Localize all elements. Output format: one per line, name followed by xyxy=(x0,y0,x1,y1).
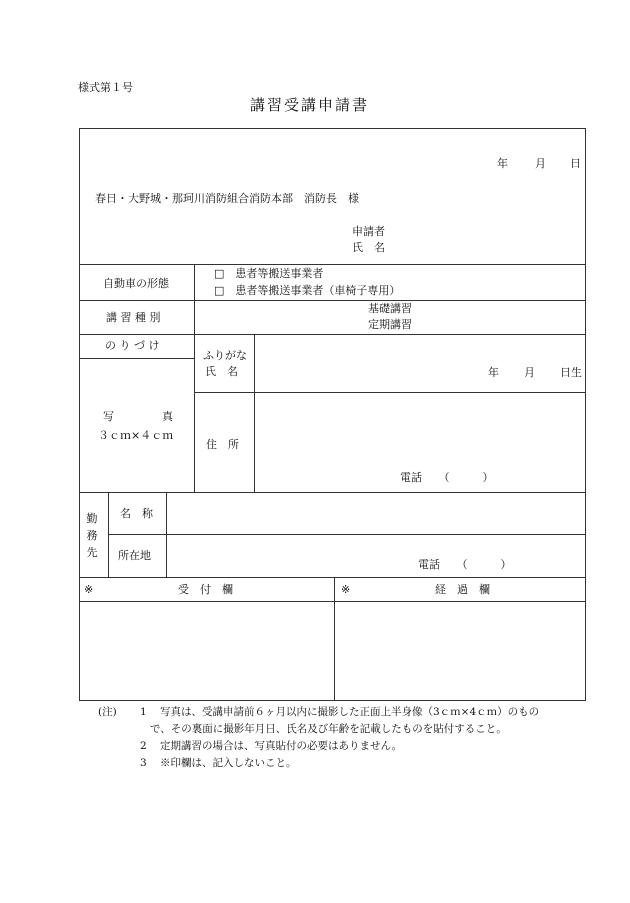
birth-day-label: 日生 xyxy=(560,366,582,379)
divider-office xyxy=(79,577,586,578)
date-year-label: 年 xyxy=(497,157,508,170)
note-text: 定期講習の場合は、写真貼付の必要はありません。 xyxy=(160,740,403,752)
divider-name-address xyxy=(194,392,586,393)
page-title: 講習受講申請書 xyxy=(250,96,370,114)
divider-course xyxy=(79,300,586,301)
photo-label-right: 真 xyxy=(162,410,173,423)
workplace-phone-label: 電話 （ ） xyxy=(418,558,512,571)
reception-column-header: 受 付 欄 xyxy=(178,583,233,596)
progress-column-header: 経 過 欄 xyxy=(435,583,490,596)
divider-work-location xyxy=(108,534,586,535)
photo-label-left: 写 xyxy=(103,410,114,423)
note-text: ※印欄は、記入しないこと。 xyxy=(160,757,297,769)
workplace-name-label: 名 称 xyxy=(120,507,153,520)
applicant-name-label: 氏 名 xyxy=(352,241,385,254)
date-month-label: 月 xyxy=(535,157,546,170)
note-number: 3 xyxy=(140,757,147,769)
course-option-basic[interactable]: 基礎講習 xyxy=(368,302,412,315)
birth-year-label: 年 xyxy=(488,366,499,379)
photo-size-label: ３ｃｍ×４ｃｍ xyxy=(98,429,174,442)
person-name-label: 氏 名 xyxy=(205,365,238,378)
workplace-label: 勤務先 xyxy=(86,512,98,559)
addressee: 春日・大野城・那珂川消防組合消防本部 消防長 様 xyxy=(95,192,359,205)
vehicle-option-wheelchair[interactable]: □ 患者等搬送事業者（車椅子専用） xyxy=(214,284,401,297)
reception-entry-area[interactable] xyxy=(80,602,333,700)
note-text-continued: で、その裏面に撮影年月日、氏名及び年齢を記載したものを貼付すること。 xyxy=(150,723,507,735)
applicant-label: 申請者 xyxy=(352,225,385,238)
progress-entry-area[interactable] xyxy=(335,602,585,700)
vehicle-type-label: 自動車の形態 xyxy=(103,277,169,290)
note-number: 2 xyxy=(140,740,147,752)
divider-personal xyxy=(79,334,586,335)
workplace-location-label: 所在地 xyxy=(118,549,151,562)
address-label: 住 所 xyxy=(206,438,239,451)
furigana-label: ふりがな xyxy=(203,349,247,362)
date-day-label: 日 xyxy=(570,157,581,170)
column-divider-workplace xyxy=(108,492,109,577)
photo-glue-label: の り づ け xyxy=(105,339,160,352)
note-number: 1 xyxy=(140,706,147,718)
divider-workplace xyxy=(79,492,586,493)
column-divider-labels xyxy=(194,264,195,492)
column-divider-person xyxy=(254,334,255,492)
note-text: 写真は、受講申請前６ヶ月以内に撮影した正面上半身像（3ｃｍ×4ｃｍ）のもの xyxy=(160,706,540,718)
reception-mark: ※ xyxy=(84,583,94,596)
address-phone-label: 電話 （ ） xyxy=(400,471,494,484)
vehicle-option-standard[interactable]: □ 患者等搬送事業者 xyxy=(214,267,324,280)
form-number: 様式第１号 xyxy=(78,81,133,94)
notes-label: (注) xyxy=(98,706,117,718)
course-type-label: 講 習 種 別 xyxy=(106,311,161,324)
birth-month-label: 月 xyxy=(524,366,535,379)
column-divider-work-labels xyxy=(166,492,167,577)
divider-vehicle xyxy=(79,264,586,265)
course-option-periodic[interactable]: 定期講習 xyxy=(368,318,412,331)
divider-photo-header xyxy=(79,358,194,359)
progress-mark: ※ xyxy=(341,583,351,596)
